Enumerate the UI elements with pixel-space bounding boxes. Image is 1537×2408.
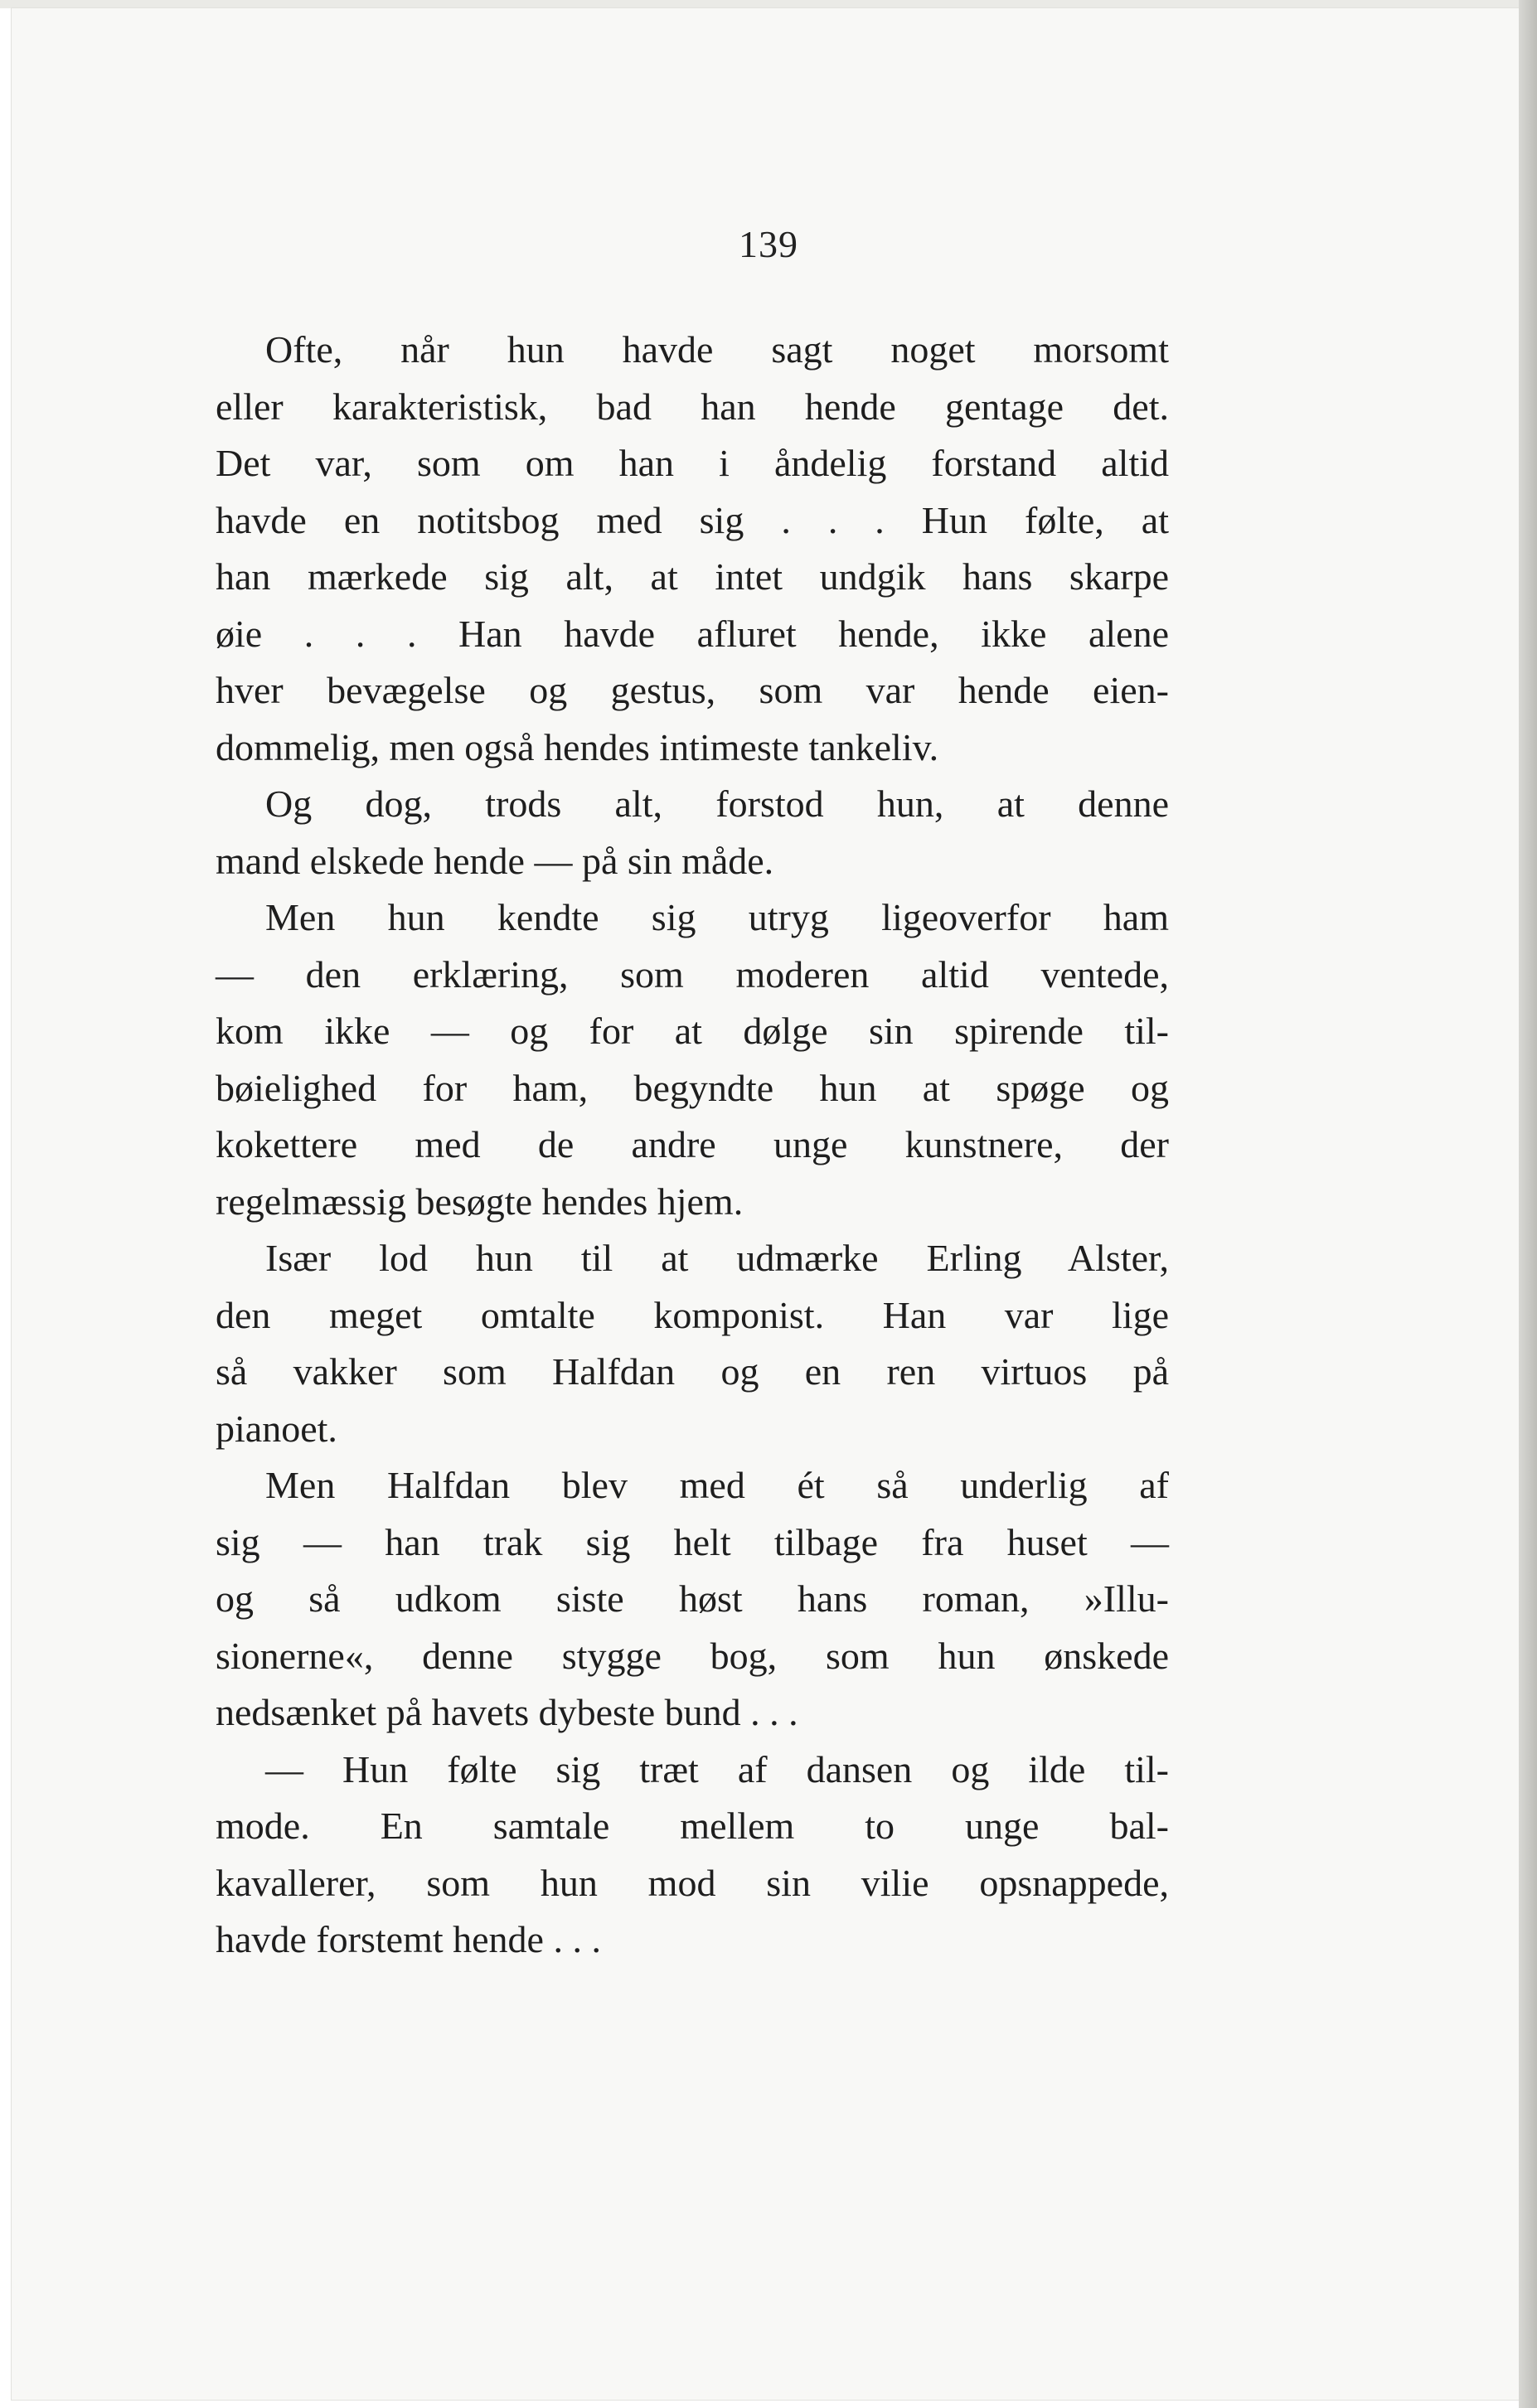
body-text [216, 322, 1169, 1969]
text-line: øie . . . Han havde afluret hende, ikke alene [216, 612, 1169, 655]
text-line: han mærkede sig alt, at intet undgik hans skarpe [216, 555, 1169, 598]
text-line: så vakker som Halfdan og en ren virtuos på [216, 1350, 1169, 1393]
text-line: sionerne«, denne stygge bog, som hun ønskede [216, 1634, 1169, 1677]
text-line: havde en notitsbog med sig . . . Hun følte, at [216, 498, 1169, 541]
text-line: eller karakteristisk, bad han hende gentage det. [216, 385, 1169, 428]
text-line: Og dog, trods alt, forstod hun, at denne [265, 782, 1169, 825]
text-line: havde forstemt hende . . . [216, 1918, 601, 1960]
text-line: Men hun kendte sig utryg ligeoverfor ham [265, 896, 1169, 938]
page-number: 139 [739, 223, 798, 265]
text-line: og så udkom siste høst hans roman, »Illu- [216, 1577, 1169, 1620]
page-top-edge [0, 0, 1537, 8]
text-line: Det var, som om han i åndelig forstand altid [216, 442, 1169, 484]
text-line: kavallerer, som hun mod sin vilie opsnappede, [216, 1861, 1169, 1904]
text-line: Især lod hun til at udmærke Erling Alster, [265, 1237, 1169, 1279]
text-line: dommelig, men også hendes intimeste tankeliv. [216, 725, 939, 768]
text-line: bøielighed for ham, begyndte hun at spøge og [216, 1066, 1169, 1109]
text-line: regelmæssig besøgte hendes hjem. [216, 1180, 744, 1223]
text-line: hver bevægelse og gestus, som var hende eien- [216, 669, 1169, 711]
text-line: mand elskede hende — på sin måde. [216, 839, 774, 882]
text-line: pianoet. [216, 1407, 337, 1450]
text-line: Ofte, når hun havde sagt noget morsomt [265, 328, 1169, 371]
text-line: Men Halfdan blev med ét så underlig af [265, 1464, 1169, 1506]
text-line: nedsænket på havets dybeste bund . . . [216, 1691, 798, 1733]
text-line: mode. En samtale mellem to unge bal- [216, 1805, 1169, 1847]
page-right-edge [1519, 0, 1537, 2408]
text-line: — Hun følte sig træt af dansen og ilde til- [265, 1747, 1169, 1790]
text-line: — den erklæring, som moderen altid ventede, [216, 952, 1169, 996]
text-line: sig — han trak sig helt tilbage fra huset — [216, 1520, 1169, 1563]
text-line: kokettere med de andre unge kunstnere, der [216, 1123, 1169, 1165]
text-line: den meget omtalte komponist. Han var lige [216, 1293, 1169, 1336]
text-line: kom ikke — og for at dølge sin spirende til- [216, 1010, 1169, 1052]
